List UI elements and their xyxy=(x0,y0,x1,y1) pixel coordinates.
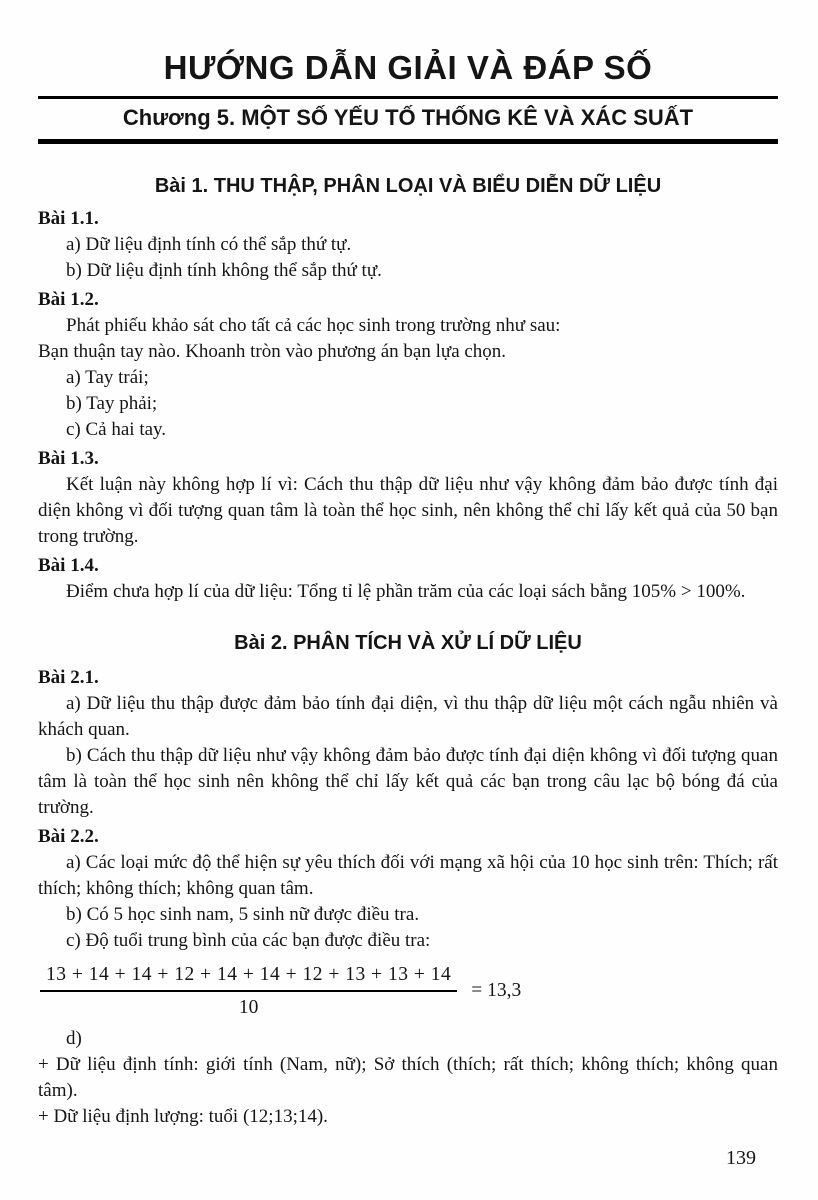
paragraph: Phát phiếu khảo sát cho tất cả các học sinh trong trường như sau: xyxy=(66,314,561,336)
exercise-block-1-1 xyxy=(38,206,778,284)
section-1-heading: Bài 1. THU THẬP, PHÂN LOẠI VÀ BIỂU DIỄN DỮ LIỆU xyxy=(154,174,662,197)
paragraph: + Dữ liệu định tính: giới tính (Nam, nữ); Sở thích (thích; rất thích; không thích; không quan tâm). xyxy=(38,1054,778,1102)
paragraph: a) Dữ liệu thu thập được đảm bảo tính đại diện, vì thu thập dữ liệu một cách ngẫu nhiên và khách quan. xyxy=(38,692,778,740)
title-rule xyxy=(38,96,778,99)
exercise-block-1-3 xyxy=(38,446,778,550)
paragraph: a) Tay trái; xyxy=(66,366,149,388)
fraction-numerator: 13 + 14 + 14 + 12 + 14 + 14 + 12 + 13 + 13 + 14 xyxy=(40,963,457,992)
paragraph: Bạn thuận tay nào. Khoanh tròn vào phương án bạn lựa chọn. xyxy=(38,340,507,362)
paragraph: b) Tay phải; xyxy=(66,392,158,414)
fraction xyxy=(40,963,457,1020)
paragraph: + Dữ liệu định lượng: tuổi (12;13;14). xyxy=(38,1106,328,1128)
paragraph: a) Dữ liệu định tính có thể sắp thứ tự. xyxy=(66,233,352,255)
exercise-label: Bài 2.2. xyxy=(38,825,99,847)
exercise-block-1-4 xyxy=(38,553,778,605)
paragraph: d) xyxy=(66,1028,82,1050)
paragraph: Điểm chưa hợp lí của dữ liệu: Tổng tỉ lệ phần trăm của các loại sách bằng 105% > 100%. xyxy=(66,580,746,602)
paragraph: b) Có 5 học sinh nam, 5 sinh nữ được điều tra. xyxy=(66,903,420,925)
average-formula xyxy=(40,963,778,1020)
paragraph: c) Độ tuổi trung bình của các bạn được điều tra: xyxy=(66,929,431,951)
paragraph: b) Cách thu thập dữ liệu như vậy không đảm bảo được tính đại diện không vì đối tượng quan tâm là toàn thể học sinh nên không thể chỉ lấy kết quả các bạn trong câu lạc bộ bóng đá của trường. xyxy=(38,744,778,818)
chapter-rule xyxy=(38,139,778,144)
paragraph: a) Các loại mức độ thể hiện sự yêu thích đối với mạng xã hội của 10 học sinh trên: Thích; rất thích; không thích; không quan tâm. xyxy=(38,851,778,899)
paragraph: c) Cả hai tay. xyxy=(66,418,167,440)
exercise-block-2-1 xyxy=(38,665,778,821)
paragraph: b) Dữ liệu định tính không thể sắp thứ tự. xyxy=(66,259,382,281)
formula-result: = 13,3 xyxy=(471,980,522,1002)
page-number: 139 xyxy=(726,1147,756,1169)
paragraph: Kết luận này không hợp lí vì: Cách thu thập dữ liệu như vậy không đảm bảo được tính đại diện không vì đối tượng quan tâm là toàn thể học sinh, nên không thể chỉ lấy kết quả của 50 bạn trong trường. xyxy=(38,473,778,547)
exercise-label: Bài 1.2. xyxy=(38,288,99,310)
chapter-title: Chương 5. MỘT SỐ YẾU TỐ THỐNG KÊ VÀ XÁC SUẤT xyxy=(122,105,694,131)
fraction-denominator: 10 xyxy=(238,996,259,1018)
exercise-label: Bài 1.3. xyxy=(38,447,99,469)
exercise-label: Bài 2.1. xyxy=(38,666,99,688)
exercise-label: Bài 1.1. xyxy=(38,207,99,229)
section-2-heading: Bài 2. PHÂN TÍCH VÀ XỬ LÍ DỮ LIỆU xyxy=(234,631,582,654)
exercise-block-1-2 xyxy=(38,287,778,443)
exercise-block-2-2 xyxy=(38,824,778,1131)
exercise-label: Bài 1.4. xyxy=(38,554,99,576)
page-title: HƯỚNG DẪN GIẢI VÀ ĐÁP SỐ xyxy=(163,49,653,86)
